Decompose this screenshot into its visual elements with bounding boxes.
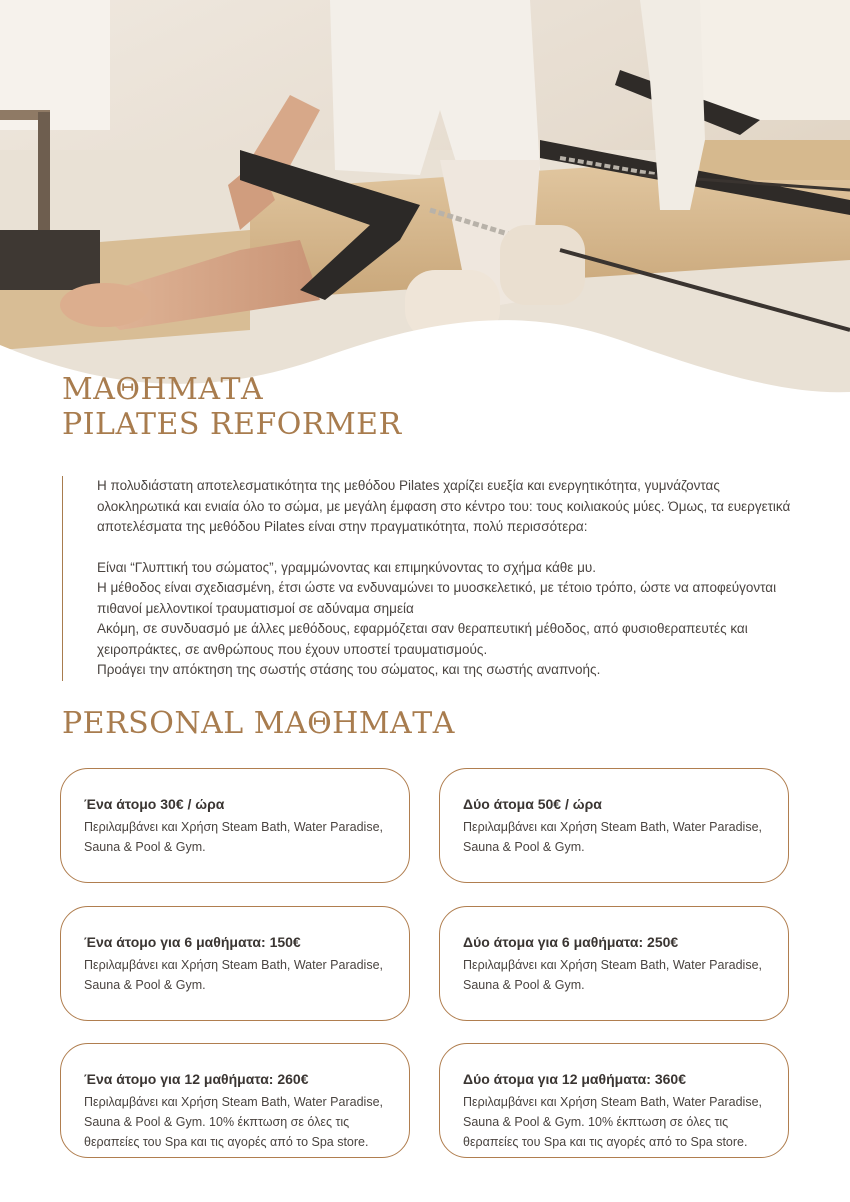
price-card-two-persons-hour: [439, 768, 789, 883]
intro-text-block: [62, 476, 797, 681]
card-description: Περιλαμβάνει και Χρήση Steam Bath, Water Paradise, Sauna & Pool & Gym.: [84, 958, 383, 992]
hero-photo: [0, 0, 850, 400]
benefit-item: Προάγει την απόκτηση της σωστής στάσης του σώματος, και της σωστής αναπνοής.: [97, 662, 601, 677]
intro-paragraph: Η πολυδιάστατη αποτελεσματικότητα της μεθόδου Pilates χαρίζει ευεξία και ενεργητικότητα, γυμνάζοντας ολοκληρωτικά και ενιαία όλο το σώμα, με μεγάλη έμφαση στο κέντρο του: τους κοιλιακούς μύες. Όμως, τα ευεργετικά αποτελέσματα της μεθόδου Pilates είναι στην πραγματικότητα, πολύ περισσότερα:: [97, 478, 791, 534]
card-description: Περιλαμβάνει και Χρήση Steam Bath, Water Paradise, Sauna & Pool & Gym. 10% έκπτωση σε όλες τις θεραπείες του Spa και τις αγορές από το Spa store.: [84, 1095, 383, 1149]
benefit-item: Η μέθοδος είναι σχεδιασμένη, έτσι ώστε να ενδυναμώνει το μυοσκελετικό, με τέτοιο τρόπο, ώστε να αποφεύγονται πιθανοί μελλοντικοί τραυματισμοί σε αδύναμα σημεία: [97, 580, 777, 616]
title-line-2: PILATES REFORMER: [62, 407, 402, 442]
card-title: Δύο άτομα για 12 μαθήματα: 360€: [463, 1071, 686, 1087]
card-title: Δύο άτομα για 6 μαθήματα: 250€: [463, 934, 679, 950]
price-card-one-person-hour: [60, 768, 410, 883]
title-line-1: ΜΑΘΗΜΑΤΑ: [62, 372, 264, 407]
price-card-one-person-12: [60, 1043, 410, 1158]
price-card-two-persons-6: [439, 906, 789, 1021]
card-description: Περιλαμβάνει και Χρήση Steam Bath, Water Paradise, Sauna & Pool & Gym.: [463, 820, 762, 854]
section-title-personal: PERSONAL ΜΑΘΗΜΑΤΑ: [62, 706, 455, 741]
paragraph-spacer: [97, 538, 797, 558]
price-card-one-person-6: [60, 906, 410, 1021]
card-description: Περιλαμβάνει και Χρήση Steam Bath, Water Paradise, Sauna & Pool & Gym.: [84, 820, 383, 854]
card-description: Περιλαμβάνει και Χρήση Steam Bath, Water Paradise, Sauna & Pool & Gym.: [463, 958, 762, 992]
card-description: Περιλαμβάνει και Χρήση Steam Bath, Water Paradise, Sauna & Pool & Gym. 10% έκπτωση σε όλες τις θεραπείες του Spa και τις αγορές από το Spa store.: [463, 1095, 762, 1149]
benefit-item: Είναι “Γλυπτική του σώματος”, γραμμώνοντας και επιμηκύνοντας το σχήμα κάθε μυ.: [97, 559, 596, 575]
card-title: Δύο άτομα 50€ / ώρα: [463, 796, 602, 812]
pilates-reformer-photo: [0, 0, 850, 400]
page-title: [62, 372, 402, 442]
card-title: Ένα άτομο για 12 μαθήματα: 260€: [84, 1071, 309, 1087]
card-title: Ένα άτομο 30€ / ώρα: [84, 796, 225, 812]
benefit-item: Ακόμη, σε συνδυασμό με άλλες μεθόδους, εφαρμόζεται σαν θεραπευτική μέθοδος, από φυσιοθεραπευτές και χειροπράκτες, σε ανθρώπους που έχουν υποστεί τραυματισμούς.: [97, 621, 748, 657]
card-title: Ένα άτομο για 6 μαθήματα: 150€: [84, 934, 301, 950]
price-card-two-persons-12: [439, 1043, 789, 1158]
